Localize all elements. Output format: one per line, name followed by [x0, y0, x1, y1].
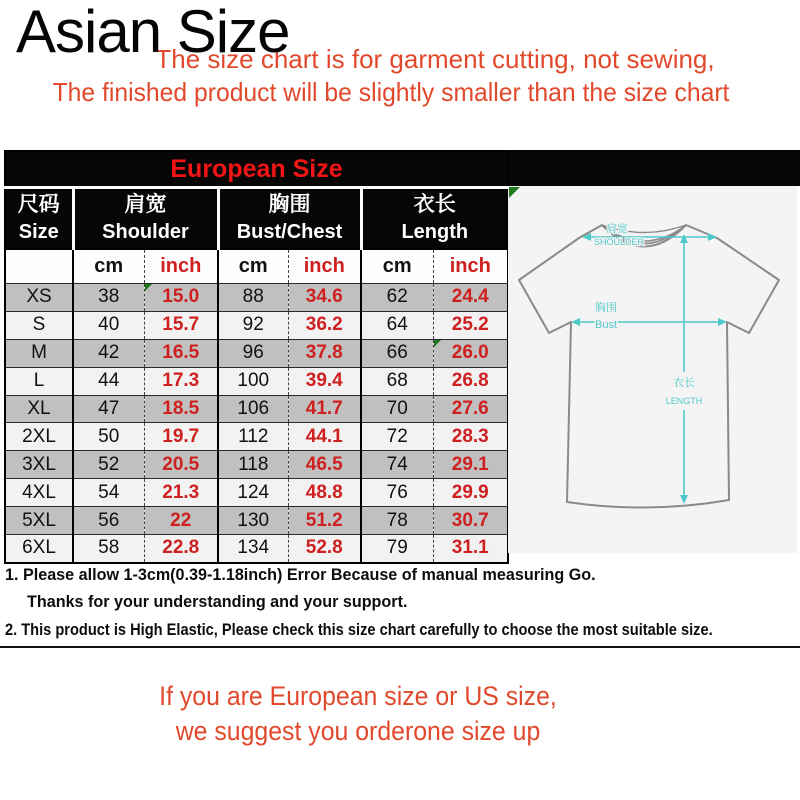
- value-cell: 36.2: [288, 311, 361, 339]
- tshirt-diagram-panel: [508, 186, 797, 553]
- note-line-2: Thanks for your understanding and your support.: [27, 592, 408, 611]
- table-row: [5, 535, 508, 563]
- european-size-banner: European Size: [5, 151, 508, 188]
- header-size-en: Size: [18, 221, 59, 244]
- value-cell: 88: [218, 284, 288, 312]
- value-cell: 18.5: [144, 395, 218, 423]
- value-cell: 22: [144, 507, 218, 535]
- value-cell: 29.9: [433, 479, 508, 507]
- value-cell: 25.2: [433, 311, 508, 339]
- value-cell: 17.3: [144, 367, 218, 395]
- header-shoulder: [73, 188, 218, 250]
- section-divider: [0, 646, 800, 648]
- unit-cell-cm: cm: [218, 249, 288, 284]
- table-row: [5, 423, 508, 451]
- table-row: [5, 311, 508, 339]
- value-cell: 52: [73, 451, 144, 479]
- value-cell: 46.5: [288, 451, 361, 479]
- page-title: Asian Size: [16, 0, 290, 65]
- measure-lines: [571, 233, 727, 504]
- unit-cell-cm: cm: [361, 249, 433, 284]
- value-cell: 19.7: [144, 423, 218, 451]
- size-label-cell: 6XL: [5, 535, 73, 563]
- footer-line-1: If you are European size or US size,: [159, 681, 557, 711]
- value-cell: 68: [361, 367, 433, 395]
- value-cell: 76: [361, 479, 433, 507]
- table-row: [5, 367, 508, 395]
- value-cell: 70: [361, 395, 433, 423]
- value-cell: 26.8: [433, 367, 508, 395]
- value-cell: 72: [361, 423, 433, 451]
- shoulder-label-zh: 肩宽: [606, 223, 628, 235]
- value-cell: 51.2: [288, 507, 361, 535]
- value-cell: 40: [73, 311, 144, 339]
- table-row: [5, 451, 508, 479]
- header-bust: [218, 188, 361, 250]
- value-cell: 26.0: [433, 339, 508, 367]
- bust-label-zh: 胸围: [595, 302, 617, 314]
- header-size: [5, 188, 73, 250]
- table-row: [5, 395, 508, 423]
- header-length-zh: 衣长: [413, 192, 456, 216]
- note-line-1: 1. Please allow 1-3cm(0.39-1.18inch) Error Because of manual measuring Go.: [5, 565, 596, 584]
- table-row: [5, 339, 508, 367]
- size-label-cell: 2XL: [5, 423, 73, 451]
- value-cell: 66: [361, 339, 433, 367]
- value-cell: 130: [218, 507, 288, 535]
- warning-line-1: The size chart is for garment cutting, not sewing,: [155, 44, 715, 74]
- value-cell: 41.7: [288, 395, 361, 423]
- value-cell: 58: [73, 535, 144, 563]
- value-cell: 31.1: [433, 535, 508, 563]
- header-shoulder-zh: 肩宽: [124, 192, 167, 216]
- value-cell: 52.8: [288, 535, 361, 563]
- diagonal-cell: [5, 249, 73, 284]
- value-cell: 47: [73, 395, 144, 423]
- value-cell: 106: [218, 395, 288, 423]
- value-cell: 118: [218, 451, 288, 479]
- tshirt-diagram: [508, 186, 797, 553]
- size-label-cell: XL: [5, 395, 73, 423]
- diagram-banner: [508, 150, 800, 186]
- table-banner-row: [5, 151, 508, 188]
- header-bust-en: Bust/Chest: [236, 221, 343, 244]
- size-table-body: [5, 151, 508, 563]
- footer-line-2: we suggest you orderone size up: [175, 716, 541, 746]
- value-cell: 56: [73, 507, 144, 535]
- value-cell: 74: [361, 451, 433, 479]
- warning-line-2: The finished product will be slightly smaller than the size chart: [52, 77, 730, 107]
- size-label-cell: S: [5, 311, 73, 339]
- length-label-en: LENGTH: [665, 396, 703, 406]
- bust-label-en: Bust: [595, 319, 618, 331]
- size-label-cell: XS: [5, 284, 73, 312]
- footer-note: [0, 679, 716, 749]
- value-cell: 96: [218, 339, 288, 367]
- value-cell: 112: [218, 423, 288, 451]
- value-cell: 15.7: [144, 311, 218, 339]
- size-label-cell: 4XL: [5, 479, 73, 507]
- unit-cell-inch: inch: [288, 249, 361, 284]
- value-cell: 54: [73, 479, 144, 507]
- unit-cell-inch: inch: [433, 249, 508, 284]
- measure-labels: [594, 221, 702, 406]
- value-cell: 30.7: [433, 507, 508, 535]
- green-corner-flag: [509, 187, 520, 198]
- header-size-zh: 尺码: [17, 192, 60, 216]
- value-cell: 62: [361, 284, 433, 312]
- value-cell: 22.8: [144, 535, 218, 563]
- table-header-row: [5, 188, 508, 250]
- size-label-cell: L: [5, 367, 73, 395]
- value-cell: 38: [73, 284, 144, 312]
- value-cell: 29.1: [433, 451, 508, 479]
- value-cell: 44: [73, 367, 144, 395]
- unit-cell-inch: inch: [144, 249, 218, 284]
- header-length: [361, 188, 508, 250]
- value-cell: 42: [73, 339, 144, 367]
- header-length-en: Length: [401, 221, 469, 244]
- value-cell: 20.5: [144, 451, 218, 479]
- shoulder-label-en: SHOULDER: [594, 237, 645, 247]
- note-line-3: 2. This product is High Elastic, Please check this size chart carefully to choose the most suitable size.: [5, 620, 713, 639]
- value-cell: 44.1: [288, 423, 361, 451]
- size-label-cell: 5XL: [5, 507, 73, 535]
- value-cell: 64: [361, 311, 433, 339]
- value-cell: 79: [361, 535, 433, 563]
- value-cell: 92: [218, 311, 288, 339]
- value-cell: 78: [361, 507, 433, 535]
- table-row: [5, 284, 508, 312]
- table-row: [5, 479, 508, 507]
- unit-row: [5, 249, 508, 284]
- value-cell: 37.8: [288, 339, 361, 367]
- value-cell: 24.4: [433, 284, 508, 312]
- value-cell: 48.8: [288, 479, 361, 507]
- length-label-zh: 衣长: [673, 377, 695, 389]
- size-chart-table: [4, 150, 509, 564]
- value-cell: 15.0: [144, 284, 218, 312]
- value-cell: 39.4: [288, 367, 361, 395]
- value-cell: 134: [218, 535, 288, 563]
- unit-cell-cm: cm: [73, 249, 144, 284]
- size-label-cell: 3XL: [5, 451, 73, 479]
- tshirt-outline: [519, 225, 779, 508]
- value-cell: 16.5: [144, 339, 218, 367]
- table-row: [5, 507, 508, 535]
- value-cell: 34.6: [288, 284, 361, 312]
- value-cell: 50: [73, 423, 144, 451]
- header-bust-zh: 胸围: [268, 192, 311, 216]
- value-cell: 27.6: [433, 395, 508, 423]
- header-shoulder-en: Shoulder: [102, 221, 189, 244]
- value-cell: 28.3: [433, 423, 508, 451]
- size-label-cell: M: [5, 339, 73, 367]
- value-cell: 100: [218, 367, 288, 395]
- value-cell: 124: [218, 479, 288, 507]
- value-cell: 21.3: [144, 479, 218, 507]
